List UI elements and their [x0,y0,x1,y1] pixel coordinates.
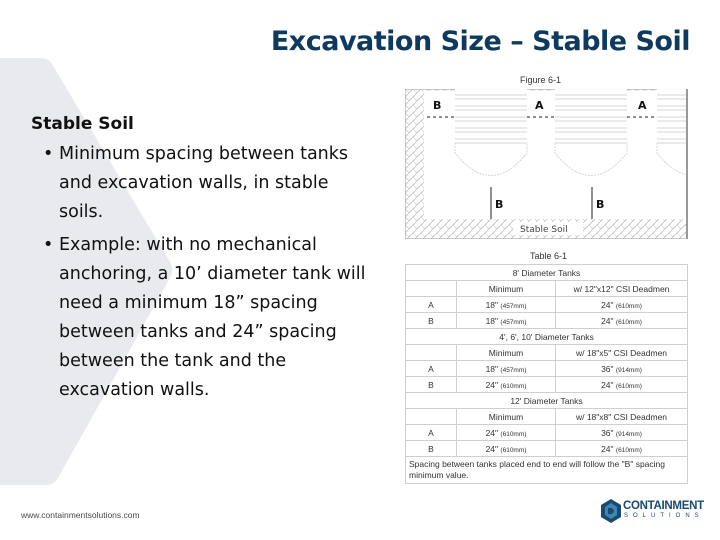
col-deadmen: w/ 18"x8" CSI Deadmen [556,409,688,425]
slide-title: Excavation Size – Stable Soil [270,26,690,57]
excavation-diagram [405,89,688,239]
bullet-item [31,140,376,227]
logo-text-line1: CONTAINMENT [623,500,704,512]
body-heading: Stable Soil [31,114,134,134]
table-row: A 18" (457mm) 24" (610mm) [406,297,688,313]
svg-text:B: B [495,198,504,211]
body-text-block [31,114,376,409]
table-row: B 24" (610mm) 24" (610mm) [406,377,688,393]
group-title: 4', 6', 10' Diameter Tanks [406,329,688,345]
col-deadmen: w/ 12"x12" CSI Deadmen [556,281,688,297]
col-minimum: Minimum [457,409,556,425]
bullet-text: Example: with no mechanical anchoring, a 10’ diameter tank will need a minimum 18” spacing between tanks and 24” spacing between the tank and the excavation walls. [59,235,366,400]
spacing-table [405,264,688,484]
bullet-text: Minimum spacing between tanks and excavation walls, in stable soils. [59,144,349,222]
bullet-dot-icon: • [43,235,54,255]
bullet-item [31,231,376,405]
bullet-list [31,140,376,405]
col-minimum: Minimum [457,281,556,297]
figure-caption: Figure 6-1 [520,75,562,85]
company-logo [601,498,711,524]
svg-text:A: A [638,99,647,112]
logo-text-line2: SOLUTIONS [624,513,704,519]
table-caption: Table 6-1 [530,251,568,261]
label-b-top: B [433,99,442,112]
group-title: 12' Diameter Tanks [406,393,688,409]
group-title: 8' Diameter Tanks [406,265,688,281]
hexagon-logo-icon [601,499,621,523]
svg-text:Stable Soil: Stable Soil [520,225,568,235]
table-row: A 24" (610mm) 36" (914mm) [406,425,688,441]
col-deadmen: w/ 18"x5" CSI Deadmen [556,345,688,361]
svg-text:A: A [535,99,544,112]
table-row: B 24" (610mm) 24" (610mm) [406,441,688,457]
svg-text:B: B [596,198,605,211]
bullet-dot-icon: • [43,144,54,164]
table-row: A 18" (457mm) 36" (914mm) [406,361,688,377]
footer-url-link[interactable]: www.containmentsolutions.com [21,510,140,520]
table-row: B 18" (457mm) 24" (610mm) [406,313,688,329]
table-note: Spacing between tanks placed end to end will follow the "B" spacing minimum value. [406,457,688,484]
col-minimum: Minimum [457,345,556,361]
